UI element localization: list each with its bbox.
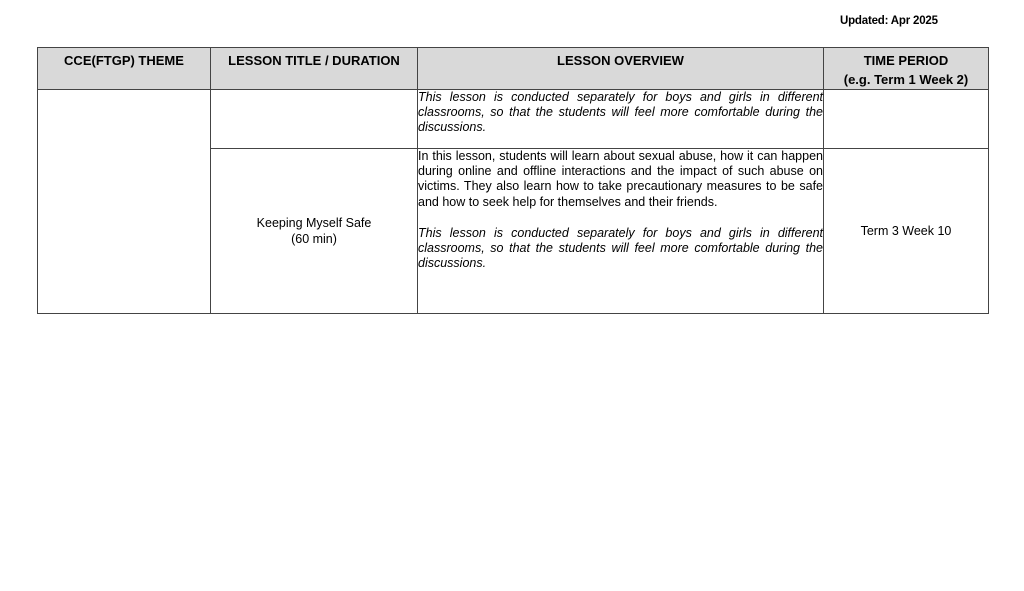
table-row	[38, 90, 989, 149]
header-overview	[418, 48, 824, 90]
header-theme-label: CCE(FTGP) THEME	[64, 53, 184, 68]
updated-date-note: Updated: Apr 2025	[840, 15, 938, 27]
lesson-overview-text: In this lesson, students will learn about sexual abuse, how it can happen during online and offline interactions and the impact of such abuse on victims. They also learn how to take precautionary measures to be safe and how to seek help for themselves and their friends.	[418, 149, 823, 209]
header-lesson-title	[211, 48, 418, 90]
lesson-title: Keeping Myself Safe	[256, 216, 372, 230]
lesson-title-cell	[211, 90, 418, 149]
lesson-overview-note: This lesson is conducted separately for boys and girls in different classrooms, so that the students will feel more comfortable during the discussions.	[418, 90, 823, 135]
table-header-row	[38, 48, 989, 90]
header-lesson-title-label: LESSON TITLE / DURATION	[228, 53, 400, 68]
lesson-title-cell	[211, 149, 418, 314]
header-time-period	[824, 48, 989, 90]
theme-cell	[38, 90, 211, 314]
lesson-overview-note: This lesson is conducted separately for boys and girls in different classrooms, so that the students will feel more comfortable during the discussions.	[418, 225, 823, 271]
time-period-cell: Term 3 Week 10	[824, 149, 989, 314]
lesson-overview-cell	[418, 149, 824, 314]
header-theme	[38, 48, 211, 90]
header-time-period-label: TIME PERIOD	[863, 53, 949, 68]
header-time-period-example: (e.g. Term 1 Week 2)	[843, 72, 969, 87]
header-overview-label: LESSON OVERVIEW	[557, 53, 684, 68]
time-period-cell	[824, 90, 989, 149]
lesson-plan-table	[37, 47, 989, 314]
lesson-overview-cell	[418, 90, 824, 149]
lesson-duration: (60 min)	[291, 232, 337, 246]
